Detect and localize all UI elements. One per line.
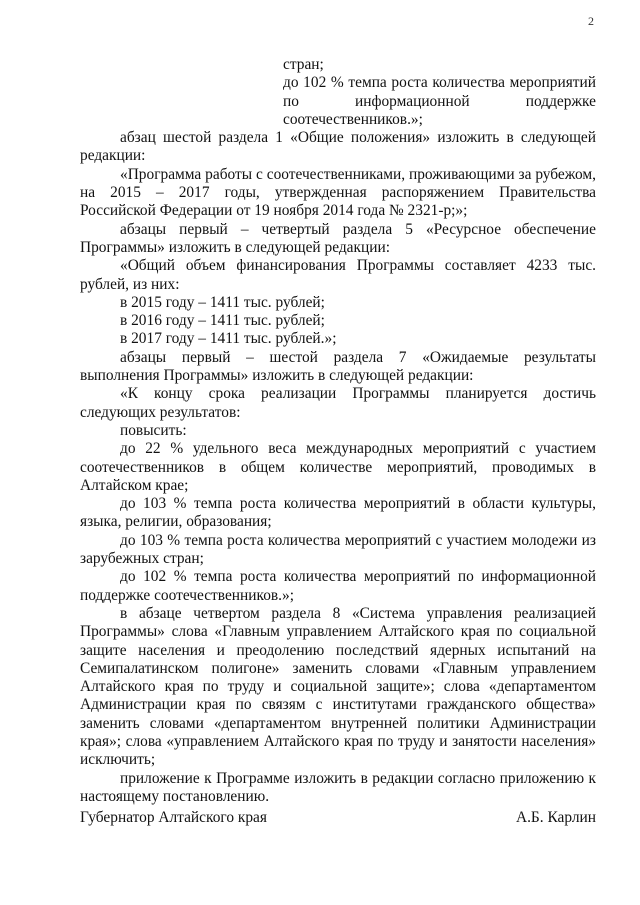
signature-block [80, 809, 596, 827]
paragraph: до 103 % темпа роста количества мероприятий с участием молодежи из зарубежных стран; [80, 531, 596, 568]
paragraph: в абзаце четвертом раздела 8 «Система управления реализацией Программы» слова «Главным управлением Алтайского края по социальной защите населения и преодолению последствий ядерных испытаний на Семипалатинском полигоне» заменить словами «Главным управлением Алтайского края по труду и социальной защите»; слова «департаментом Администрации края по связям с институтами гражданского общества» заменить словами «департаментом внутренней политики Администрации края»; слова «управлением Алтайского края по труду и занятости населения» исключить; [80, 604, 596, 769]
paragraph: абзацы первый – четвертый раздела 5 «Ресурсное обеспечение Программы» изложить в следующей редакции: [80, 220, 596, 256]
signatory-title: Губернатор Алтайского края [80, 809, 267, 826]
paragraph: приложение к Программе изложить в редакции согласно приложению к настоящему постановлению. [80, 769, 596, 805]
paragraph: «Общий объем финансирования Программы составляет 4233 тыс. рублей, из них: [80, 257, 596, 293]
signatory-name: А.Б. Карлин [515, 809, 596, 826]
paragraph: до 103 % темпа роста количества мероприятий в области культуры, языка, религии, образования; [80, 495, 596, 531]
paragraph: абзацы первый – шестой раздела 7 «Ожидаемые результаты выполнения Программы» изложить в следующей редакции: [80, 348, 596, 385]
paragraph: в 2016 году – 1411 тыс. рублей; [120, 312, 325, 330]
paragraph: до 102 % темпа роста количества мероприятий по информационной поддержке соотечественников.»; [80, 568, 596, 604]
paragraph: абзац шестой раздела 1 «Общие положения» изложить в следующей редакции: [80, 129, 596, 165]
paragraph: «Программа работы с соотечественниками, проживающими за рубежом, на 2015 – 2017 годы, утвержденная распоряжением Правительства Российской Федерации от 19 ноября 2014 года № 2321-р;»; [80, 165, 596, 220]
quoted-line-2: до 102 % темпа роста количества мероприятий по информационной поддержке соотечественников.»; [283, 74, 596, 128]
quoted-continuation [283, 56, 596, 129]
paragraph: повысить: [120, 421, 187, 439]
paragraph: в 2015 году – 1411 тыс. рублей; [120, 293, 325, 311]
paragraph: в 2017 году – 1411 тыс. рублей.»; [120, 330, 337, 348]
paragraph: «К концу срока реализации Программы планируется достичь следующих результатов: [80, 385, 596, 421]
document-body [80, 56, 596, 806]
page-number: 2 [588, 14, 594, 28]
paragraph: до 22 % удельного веса международных мероприятий с участием соотечественников в общем количестве мероприятий, проводимых в Алтайском крае; [80, 440, 596, 494]
quoted-line-1: стран; [283, 56, 324, 73]
